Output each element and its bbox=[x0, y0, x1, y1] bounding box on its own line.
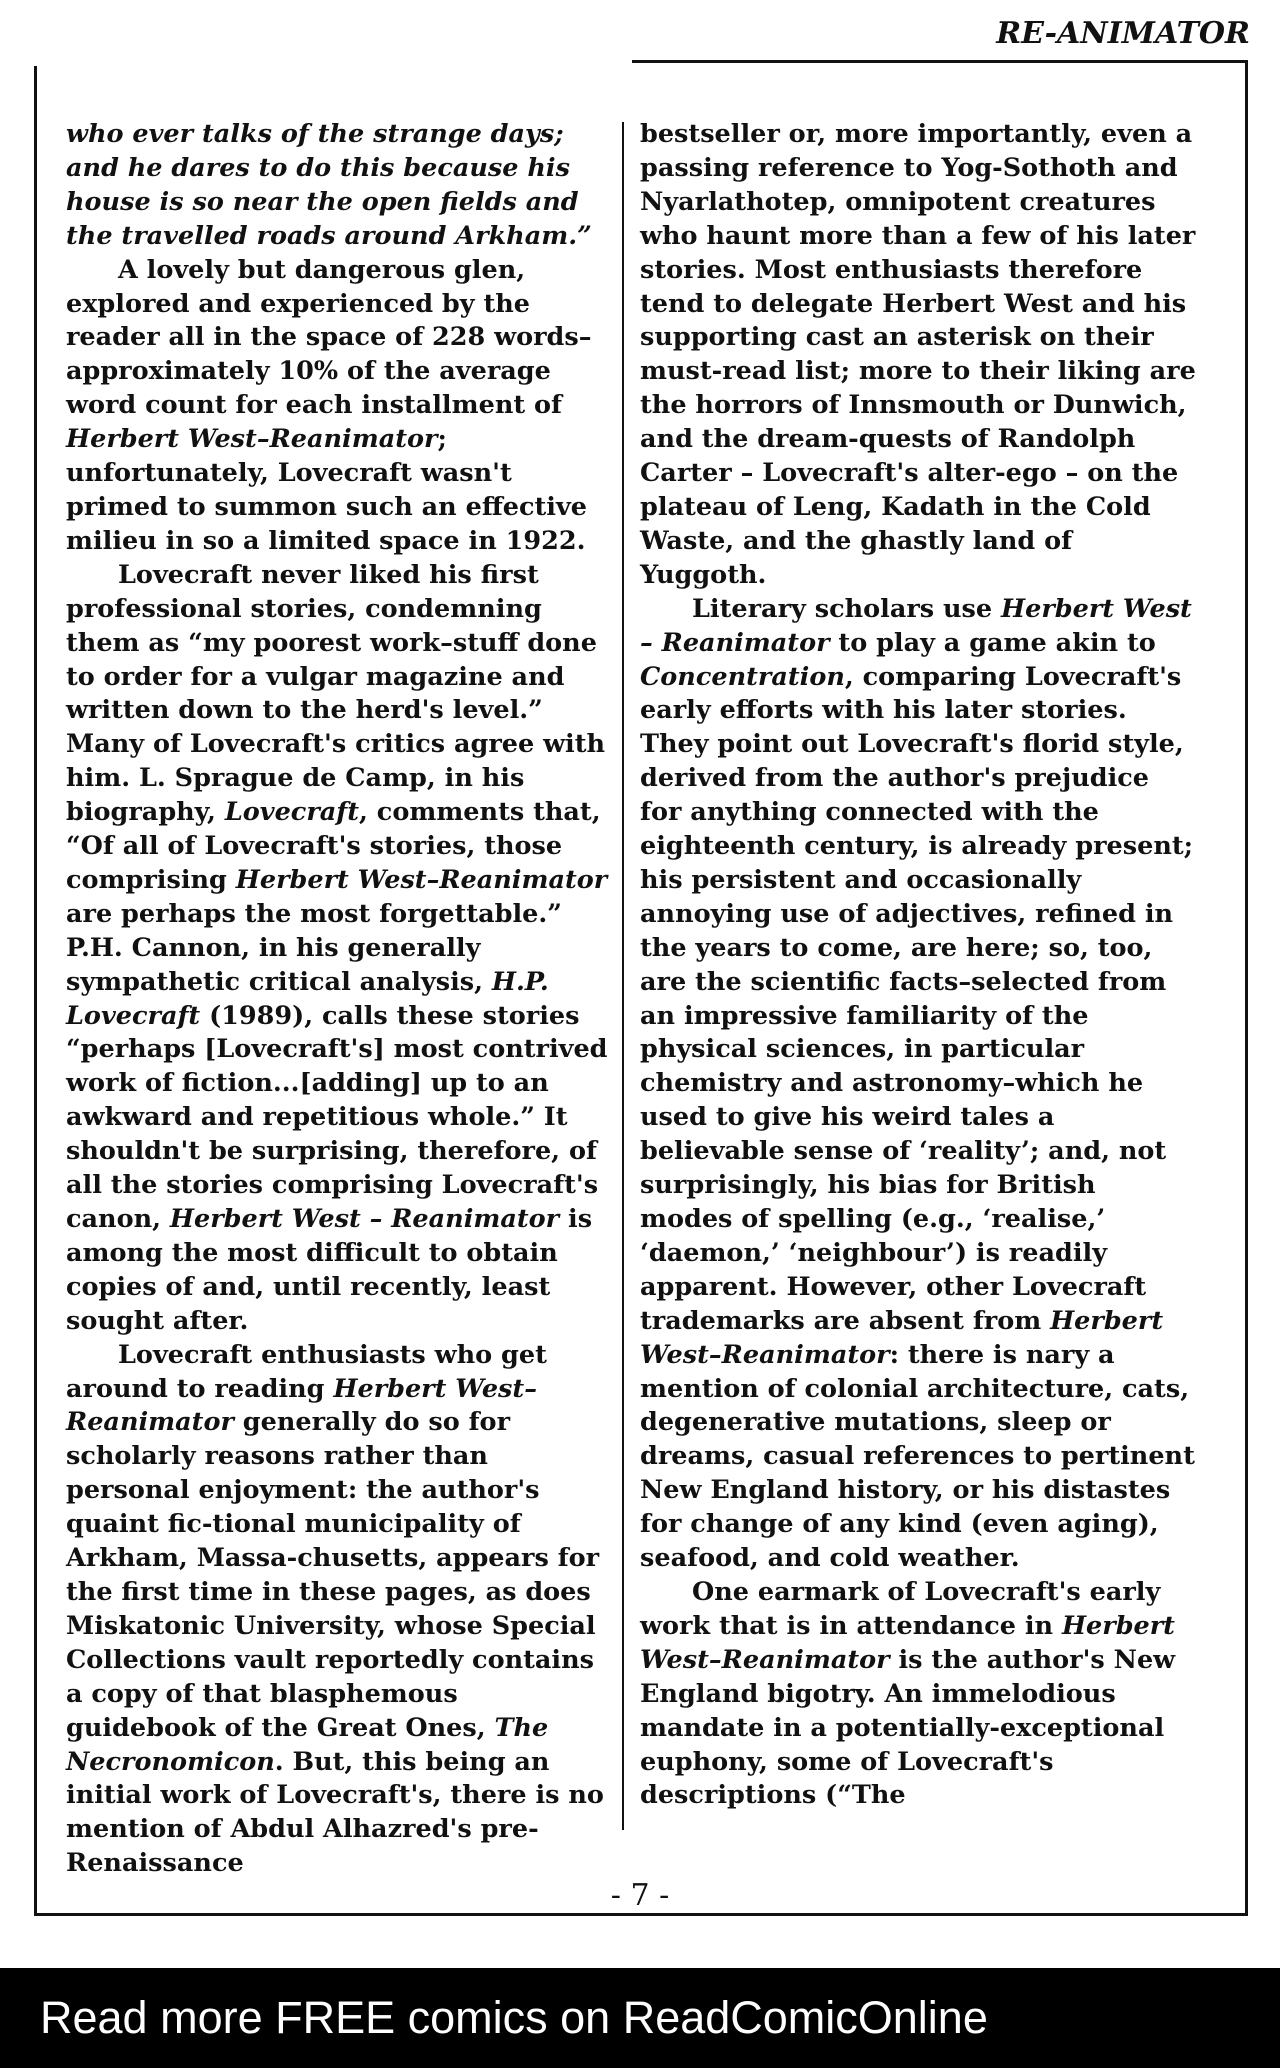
paragraph-earmark: One earmark of Lovecraft's early work that is in attendance in Herbert West–Reanimator is the author's New England bigotry. An immelodious mandate in a potentially-exceptional euphony, some of Lovecraft's descriptions (“The bbox=[640, 1576, 1176, 1811]
opening-quote: who ever talks of the strange days; and he dares to do this because his house is so near the open fields and the travelled roads around Arkham.” bbox=[66, 119, 592, 251]
paragraph-continued: bestseller or, more importantly, even a passing reference to Yog-Sothoth and Nyarlathotep, omnipotent creatures who haunt more than a few of his later stories. Most enthusiasts therefore tend to delegate Herbert West and his supporting cast an asterisk on their must-read list; more to their liking are the horrors of Innsmouth or Dunwich, and the dream-quests of Randolph Carter – Lovecraft's alter-ego – on the plateau of Leng, Kadath in the Cold Waste, and the ghastly land of Yuggoth. bbox=[640, 119, 1196, 590]
book-title: Herbert West – Reanimator bbox=[169, 1204, 560, 1234]
paragraph-critics: Lovecraft never liked his first professional stories, condemning them as “my poorest work–stuff done to order for a vulgar magazine and written down to the herd's level.” Many of Lovecraft's critics agree with him. L. Sprague de Camp, in his biography, Lovecraft, comments that, “Of all of Lovecraft's stories, those comprising Herbert West–Reanimator are perhaps the most forgettable.” P.H. Cannon, in his generally sympathetic critical analysis, H.P. Lovecraft (1989), calls these stories “perhaps [Lovecraft's] most contrived work of fiction...[adding] up to an awkward and repetitious whole.” It shouldn't be surprising, therefore, of all the stories comprising Lovecraft's canon, Herbert West – Reanimator is among the most difficult to obtain copies of and, until recently, least sought after. bbox=[66, 559, 608, 1336]
book-title: Herbert West–Reanimator bbox=[640, 1305, 1164, 1370]
book-title: Herbert West–Reanimator bbox=[235, 864, 608, 895]
book-title: The Necronomicon bbox=[66, 1712, 549, 1777]
book-title: Herbert West–Reanimator bbox=[66, 1373, 537, 1438]
right-column bbox=[640, 118, 1196, 1813]
running-header: RE-ANIMATOR bbox=[996, 16, 1250, 51]
paragraph-scholars: Literary scholars use Herbert West – Reanimator to play a game akin to Concentration, comparing Lovecraft's early efforts with his later stories. They point out Lovecraft's florid style, derived from the author's prejudice for anything connected with the eighteenth century, is already present; his persistent and occasionally annoying use of adjectives, refined in the years to come, are here; so, too, are the scientific facts–selected from an impressive familiarity of the physical sciences, in particular chemistry and astronomy–which he used to give his weird tales a believable sense of ‘reality’; and, not surprisingly, his bias for British modes of spelling (e.g., ‘realise,’ ‘daemon,’ ‘neighbour’) is readily apparent. However, other Lovecraft trademarks are absent from Herbert West–Reanimator: there is nary a mention of colonial architecture, cats, degenerative mutations, sleep or dreams, casual references to pertinent New England history, or his distastes for change of any kind (even aging), seafood, and cold weather. bbox=[640, 593, 1195, 1574]
column-divider bbox=[622, 122, 624, 1830]
frame-right-rule bbox=[1245, 60, 1248, 1916]
frame-top-rule bbox=[632, 60, 1248, 63]
paragraph-glen: A lovely but dangerous glen, explored and experienced by the reader all in the space of 228 words–approximately 10% of the average word count for each installment of Herbert West–Reanimator; unfortunately, Lovecraft wasn't primed to summon such an effective milieu in so a limited space in 1922. bbox=[66, 254, 592, 556]
book-title: Herbert West–Reanimator bbox=[640, 1610, 1175, 1675]
frame-bottom-rule bbox=[34, 1913, 1248, 1916]
book-title: Lovecraft bbox=[224, 797, 360, 828]
page-number: - 7 - bbox=[610, 1878, 670, 1913]
promo-banner[interactable] bbox=[0, 1968, 1280, 2068]
paragraph-enthusiasts: Lovecraft enthusiasts who get around to reading Herbert West–Reanimator generally do so for scholarly reasons rather than personal enjoyment: the author's quaint fic-tional municipality of Arkham, Massa-chusetts, appears for the first time in these pages, as does Miskatonic University, whose Special Collections vault reportedly contains a copy of that blasphemous guidebook of the Great Ones, The Necronomicon. But, this being an initial work of Lovecraft's, there is no mention of Abdul Alhazred's pre-Renaissance bbox=[66, 1339, 604, 1879]
book-title: Herbert West – Reanimator bbox=[640, 593, 1192, 658]
game-title: Concentration bbox=[640, 661, 845, 692]
left-column bbox=[66, 118, 614, 1881]
frame-left-rule bbox=[34, 66, 37, 1916]
book-title: Herbert West–Reanimator bbox=[66, 424, 438, 455]
book-title: H.P. Lovecraft bbox=[66, 966, 549, 1031]
promo-banner-text[interactable]: Read more FREE comics on ReadComicOnline bbox=[40, 1992, 988, 2043]
